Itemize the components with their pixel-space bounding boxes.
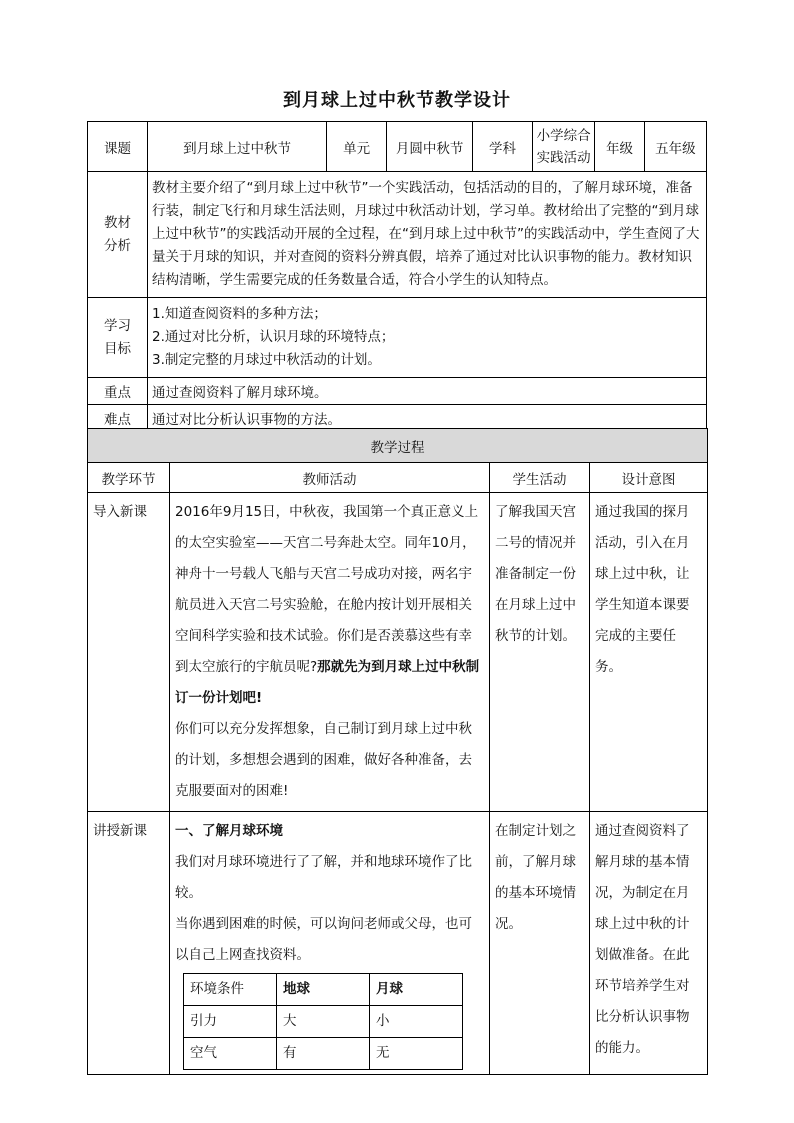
teaching-process-table	[87, 428, 708, 1075]
lesson-info-table	[87, 121, 707, 432]
env-cell: 引力	[184, 1006, 277, 1038]
analysis-label: 教材 分析	[88, 172, 148, 298]
section-heading: 一、了解月球环境	[175, 823, 283, 839]
env-head-moon: 月球	[370, 974, 463, 1006]
difficulty-label: 难点	[88, 405, 148, 432]
subject-value	[533, 122, 595, 172]
env-cell: 无	[370, 1038, 463, 1070]
student-activity-new: 在制定计划之前，了解月球的基本环境情况。	[490, 812, 590, 1075]
student-activity-intro: 了解我国天宫二号的情况并准备制定一份在月球上过中秋节的计划。	[490, 493, 590, 812]
goal-item: 2.通过对比分析，认识月球的环境特点；	[152, 329, 395, 345]
teacher-activity-intro: 2016年9月15日，中秋夜，我国第一个真正意义上的太空实验室——天宫二号奔赴太空。同年10月，神舟十一号载人飞船与天宫二号成功对接，两名宇航员进入天宫二号实验舱，在舱内按计划开展相关空间科学实验和技术试验。你们是否羡慕这些有幸到太空旅行的宇航员呢?那就先为到月球上过中秋制订一份计划吧! 你们可以充分发挥想象，自己制订到月球上过中秋的计划，多想想会遇到的困难，做好各种准备，去克服要面对的困难!	[170, 493, 490, 812]
subject-label: 学科	[473, 122, 533, 172]
teacher-activity-new: 一、了解月球环境 我们对月球环境进行了了解，并和地球环境作了比较。 当你遇到困难的时候，可以询问老师或父母，也可以自己上网查找资料。 环境条件 地球 月球 引力 大 小 空气 有 无	[170, 812, 490, 1075]
analysis-text: 教材主要介绍了“到月球上过中秋节”一个实践活动，包括活动的目的，了解月球环境，准备行装，制定飞行和月球生活法则，月球过中秋活动计划，学习单。教材给出了完整的“到月球上过中秋节”的实践活动开展的全过程，在“到月球上过中秋节”的实践活动中，学生查阅了大量关于月球的知识，并对查阅的资料分辨真假，培养了通过对比认识事物的能力。教材知识结构清晰，学生需要完成的任务数量合适，符合小学生的认知特点。	[148, 172, 707, 298]
env-head-condition: 环境条件	[184, 974, 277, 1006]
grade-label: 年级	[595, 122, 645, 172]
page-title: 到月球上过中秋节教学设计	[283, 90, 511, 111]
col-student: 学生活动	[490, 463, 590, 493]
env-cell: 空气	[184, 1038, 277, 1070]
design-intent-intro: 通过我国的探月活动，引入在月球上过中秋，让学生知道本课要完成的主要任务。	[590, 493, 708, 812]
unit-value: 月圆中秋节	[387, 122, 473, 172]
key-point-label: 重点	[88, 378, 148, 405]
goals-list	[148, 298, 707, 378]
goal-item: 3.制定完整的月球过中秋活动的计划。	[152, 352, 381, 368]
goals-label: 学习 目标	[88, 298, 148, 378]
process-header: 教学过程	[88, 429, 708, 463]
topic-label: 课题	[88, 122, 148, 172]
subject-value-line-1: 小学综合	[536, 127, 591, 144]
col-stage: 教学环节	[88, 463, 170, 493]
env-cell: 大	[277, 1006, 370, 1038]
stage-intro: 导入新课	[88, 493, 170, 812]
key-point-text: 通过查阅资料了解月球环境。	[148, 378, 707, 405]
stage-new: 讲授新课	[88, 812, 170, 1075]
env-cell: 有	[277, 1038, 370, 1070]
env-head-earth: 地球	[277, 974, 370, 1006]
col-teacher: 教师活动	[170, 463, 490, 493]
topic-value: 到月球上过中秋节	[148, 122, 327, 172]
subject-value-line-2: 实践活动	[536, 149, 591, 166]
goal-item: 1.知道查阅资料的多种方法；	[152, 306, 327, 322]
difficulty-text: 通过对比分析认识事物的方法。	[148, 405, 707, 432]
environment-comparison-table	[183, 973, 463, 1070]
col-intent: 设计意图	[590, 463, 708, 493]
unit-label: 单元	[327, 122, 387, 172]
design-intent-new: 通过查阅资料了解月球的基本情况，为制定在月球上过中秋的计划做准备。在此环节培养学生对比分析认识事物的能力。	[590, 812, 708, 1075]
env-cell: 小	[370, 1006, 463, 1038]
grade-value: 五年级	[644, 122, 706, 172]
